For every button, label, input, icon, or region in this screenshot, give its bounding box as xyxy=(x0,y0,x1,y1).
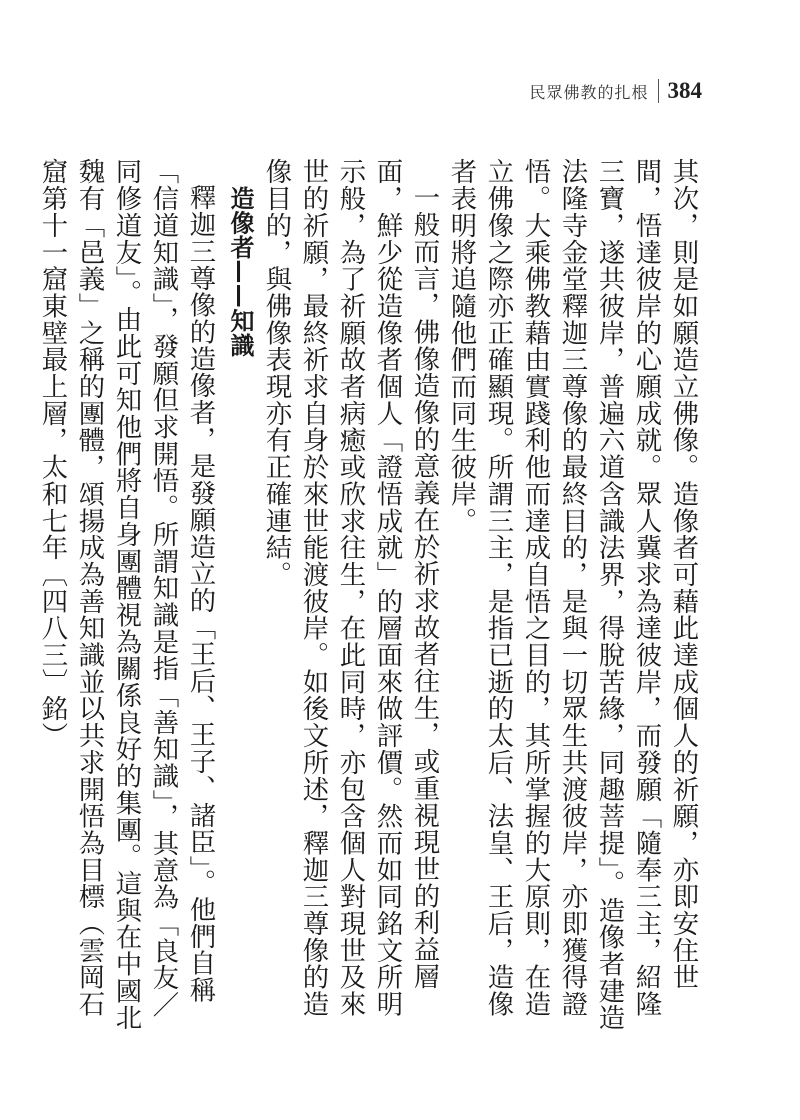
paragraph-3: 釋迦三尊像的造像者，是發願造立的「王后、王子、諸臣」。他們自稱「信道知識」，發願但求開悟。所謂知識是指「善知識」，其意為「良友／同修道友」。由此可知他們將自身團體視為關係良好的集團。這與在中國北魏有「邑義」之稱的團體，頌揚成為善知識並以共求開悟為目標（雲岡石窟第十一窟東壁最上層，太和七年〔四八三〕銘） xyxy=(37,158,216,1031)
paragraph-2: 一般而言，佛像造像的意義在於祈求故者往生，或重視現世的利益層面，鮮少從造像者個人「證悟成就」的層面來做評價。然而如同銘文所明示般，為了祈願故者病癒或欣求往生，在此同時，亦包含個人對現世及來世的祈願，最終祈求自身於來世能渡彼岸。如後文所述，釋迦三尊像的造像目的，與佛像表現亦有正確連結。 xyxy=(261,158,440,1018)
page-number: 384 xyxy=(667,78,702,103)
running-header xyxy=(529,78,702,104)
running-header-title: 民眾佛教的扎根 xyxy=(529,82,649,102)
paragraph-1: 其次，則是如願造立佛像。造像者可藉此達成個人的祈願，亦即安住世間，悟達彼岸的心願成就。眾人冀求為達彼岸，而發願「隨奉三主，紹隆三寶，遂共彼岸，普遍六道含識法界，得脫苦緣，同趣菩提」。造像者建造法隆寺金堂釋迦三尊像的最終目的，是與一切眾生共渡彼岸，亦即獲得證悟。大乘佛教藉由實踐利他而達成自悟之目的，其所掌握的大原則，在造立佛像之際亦正確顯現。所謂三主，是指已逝的太后、法皇、王后，造像者表明將追隨他們而同生彼岸。 xyxy=(446,158,699,1031)
header-divider xyxy=(658,79,659,103)
vertical-body-text xyxy=(34,158,702,1038)
section-heading: 造像者——知識 xyxy=(226,186,254,358)
